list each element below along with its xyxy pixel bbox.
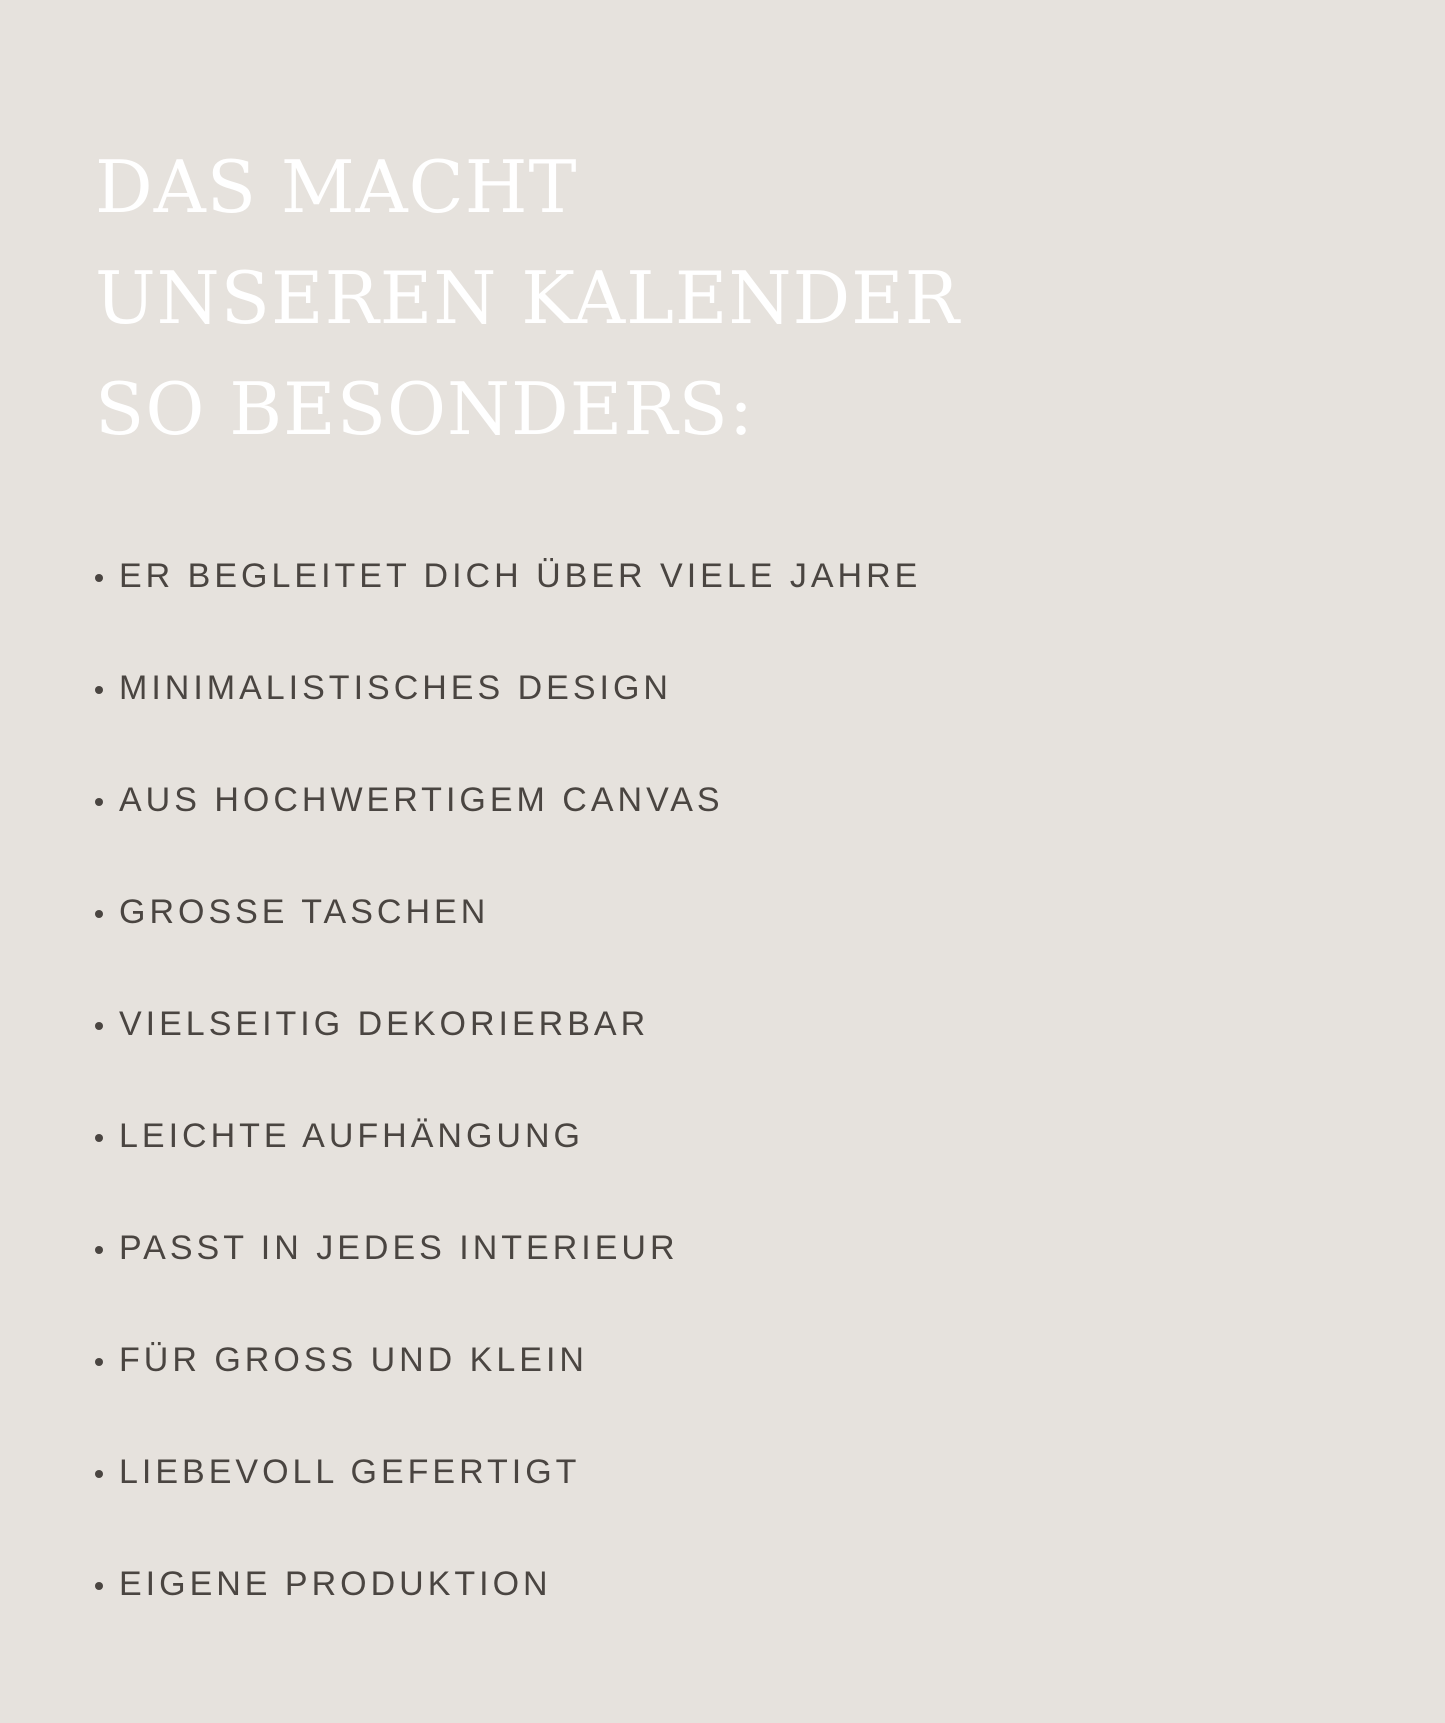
- feature-label: LEICHTE AUFHÄNGUNG: [119, 1116, 584, 1155]
- feature-item: [95, 1416, 921, 1528]
- page-title: [95, 132, 960, 465]
- feature-item: [95, 1080, 921, 1192]
- bullet-icon: [95, 1358, 103, 1366]
- feature-label: VIELSEITIG DEKORIERBAR: [119, 1004, 650, 1043]
- bullet-icon: [95, 1470, 103, 1478]
- feature-label: LIEBEVOLL GEFERTIGT: [119, 1452, 581, 1491]
- feature-item: [95, 968, 921, 1080]
- bullet-icon: [95, 910, 103, 918]
- feature-item: [95, 520, 921, 632]
- feature-label: ER BEGLEITET DICH ÜBER VIELE JAHRE: [119, 556, 922, 595]
- title-line: UNSEREN KALENDER: [95, 256, 960, 340]
- title-line: SO BESONDERS:: [95, 367, 755, 451]
- title-line: DAS MACHT: [95, 145, 578, 229]
- bullet-icon: [95, 1134, 103, 1142]
- bullet-icon: [95, 574, 103, 582]
- feature-label: AUS HOCHWERTIGEM CANVAS: [119, 780, 724, 819]
- feature-label: EIGENE PRODUKTION: [119, 1564, 552, 1603]
- bullet-icon: [95, 1022, 103, 1030]
- feature-item: [95, 744, 921, 856]
- feature-list: [95, 520, 921, 1640]
- feature-item: [95, 1528, 921, 1640]
- feature-item: [95, 856, 921, 968]
- feature-item: [95, 1192, 921, 1304]
- bullet-icon: [95, 798, 103, 806]
- bullet-icon: [95, 1246, 103, 1254]
- feature-label: MINIMALISTISCHES DESIGN: [119, 668, 672, 707]
- feature-label: PASST IN JEDES INTERIEUR: [119, 1228, 679, 1267]
- feature-item: [95, 632, 921, 744]
- bullet-icon: [95, 686, 103, 694]
- feature-item: [95, 1304, 921, 1416]
- feature-label: GROSSE TASCHEN: [119, 892, 490, 931]
- bullet-icon: [95, 1582, 103, 1590]
- feature-label: FÜR GROSS UND KLEIN: [119, 1340, 588, 1379]
